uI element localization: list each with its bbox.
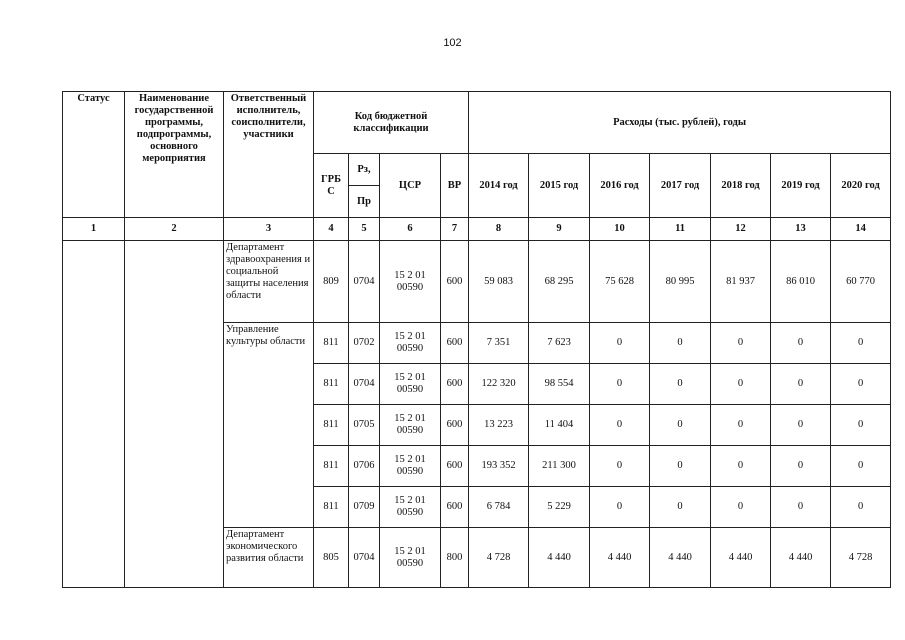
header-status: Статус: [63, 92, 125, 218]
csr-cell: [380, 241, 441, 323]
csr-code-part: 15 2 01: [394, 372, 426, 383]
expense-cell: 0: [590, 364, 650, 405]
expense-cell: 211 300: [529, 446, 590, 487]
expense-cell: 0: [590, 405, 650, 446]
expense-cell: 68 295: [529, 241, 590, 323]
column-number: 14: [831, 218, 891, 241]
header-csr: ЦСР: [380, 154, 441, 218]
expense-cell: 0: [650, 446, 711, 487]
csr-cell: [380, 446, 441, 487]
csr-cell: [380, 323, 441, 364]
expense-cell: 0: [711, 323, 771, 364]
expense-cell: 0: [831, 487, 891, 528]
vr-cell: 600: [441, 323, 469, 364]
expense-cell: 11 404: [529, 405, 590, 446]
header-rz: Рз,: [349, 154, 380, 186]
expense-cell: 0: [771, 446, 831, 487]
participant-name: Департамент здравоохранения и социальной защиты населения области: [224, 241, 314, 323]
header-expenses: Расходы (тыс. рублей), годы: [469, 92, 891, 154]
expense-cell: 0: [831, 364, 891, 405]
expense-cell: 122 320: [469, 364, 529, 405]
header-year: 2017 год: [650, 154, 711, 218]
header-year: 2019 год: [771, 154, 831, 218]
column-number: 13: [771, 218, 831, 241]
expense-cell: 4 440: [590, 528, 650, 588]
expense-cell: 0: [590, 487, 650, 528]
expense-cell: 0: [590, 446, 650, 487]
expense-cell: 0: [711, 446, 771, 487]
header-responsible: Ответственный исполнитель, соисполнители, участники: [224, 92, 314, 218]
header-vr: ВР: [441, 154, 469, 218]
vr-cell: 600: [441, 446, 469, 487]
column-number: 7: [441, 218, 469, 241]
expense-cell: 60 770: [831, 241, 891, 323]
budget-table: [62, 91, 891, 588]
csr-code-part: 00590: [396, 466, 424, 477]
expense-cell: 0: [650, 487, 711, 528]
expense-cell: 193 352: [469, 446, 529, 487]
expense-cell: 7 623: [529, 323, 590, 364]
rzpr-cell: 0704: [349, 364, 380, 405]
column-number: 11: [650, 218, 711, 241]
rzpr-cell: 0702: [349, 323, 380, 364]
rzpr-cell: 0704: [349, 528, 380, 588]
grbs-cell: 811: [314, 323, 349, 364]
participant-name: Департамент экономического развития области: [224, 528, 314, 588]
status-cell: [63, 241, 125, 588]
expense-cell: 0: [831, 323, 891, 364]
expense-cell: 4 440: [711, 528, 771, 588]
csr-code-part: 15 2 01: [394, 269, 426, 281]
rzpr-cell: 0704: [349, 241, 380, 323]
csr-cell: [380, 405, 441, 446]
header-year: 2016 год: [590, 154, 650, 218]
expense-cell: 7 351: [469, 323, 529, 364]
expense-cell: 0: [771, 405, 831, 446]
expense-cell: 0: [711, 364, 771, 405]
column-number: 8: [469, 218, 529, 241]
csr-code-part: 00590: [396, 425, 424, 436]
csr-cell: [380, 528, 441, 588]
column-number: 5: [349, 218, 380, 241]
header-budget-code: Код бюджетной классификации: [314, 92, 469, 154]
csr-code-part: 00590: [396, 557, 424, 569]
expense-cell: 0: [771, 364, 831, 405]
expense-cell: 6 784: [469, 487, 529, 528]
column-number: 6: [380, 218, 441, 241]
expense-cell: 0: [711, 487, 771, 528]
column-number: 2: [125, 218, 224, 241]
vr-cell: 600: [441, 487, 469, 528]
rzpr-cell: 0705: [349, 405, 380, 446]
expense-cell: 59 083: [469, 241, 529, 323]
csr-code-part: 00590: [396, 384, 424, 395]
column-number: 3: [224, 218, 314, 241]
column-number: 4: [314, 218, 349, 241]
csr-cell: [380, 487, 441, 528]
expense-cell: 0: [711, 405, 771, 446]
header-grbs: ГРБ С: [314, 154, 349, 218]
vr-cell: 600: [441, 364, 469, 405]
expense-cell: 13 223: [469, 405, 529, 446]
vr-cell: 600: [441, 241, 469, 323]
page-number: 102: [443, 37, 462, 49]
expense-cell: 4 440: [529, 528, 590, 588]
expense-cell: 4 728: [469, 528, 529, 588]
csr-code-part: 15 2 01: [394, 495, 426, 506]
expense-cell: 0: [650, 405, 711, 446]
header-pr: Пр: [349, 186, 380, 218]
csr-code-part: 15 2 01: [394, 545, 426, 557]
expense-cell: 4 440: [771, 528, 831, 588]
vr-cell: 600: [441, 405, 469, 446]
expense-cell: 81 937: [711, 241, 771, 323]
expense-cell: 98 554: [529, 364, 590, 405]
participant-name: Управление культуры области: [224, 323, 314, 528]
header-year: 2020 год: [831, 154, 891, 218]
grbs-cell: 811: [314, 487, 349, 528]
header-year: 2018 год: [711, 154, 771, 218]
expense-cell: 80 995: [650, 241, 711, 323]
expense-cell: 4 440: [650, 528, 711, 588]
column-number: 10: [590, 218, 650, 241]
grbs-cell: 805: [314, 528, 349, 588]
vr-cell: 800: [441, 528, 469, 588]
table-row: [63, 241, 891, 323]
csr-code-part: 15 2 01: [394, 413, 426, 424]
expense-cell: 5 229: [529, 487, 590, 528]
grbs-cell: 811: [314, 405, 349, 446]
csr-code-part: 15 2 01: [394, 454, 426, 465]
grbs-cell: 811: [314, 364, 349, 405]
csr-code-part: 15 2 01: [394, 331, 426, 342]
header-year: 2014 год: [469, 154, 529, 218]
column-number: 1: [63, 218, 125, 241]
header-year: 2015 год: [529, 154, 590, 218]
grbs-cell: 811: [314, 446, 349, 487]
expense-cell: 0: [771, 323, 831, 364]
header-program-name: Наименование государственной программы, подпрограммы, основного мероприятия: [125, 92, 224, 218]
expense-cell: 0: [771, 487, 831, 528]
rzpr-cell: 0706: [349, 446, 380, 487]
expense-cell: 0: [590, 323, 650, 364]
csr-code-part: 00590: [396, 343, 424, 354]
column-number: 9: [529, 218, 590, 241]
csr-code-part: 00590: [396, 507, 424, 518]
expense-cell: 4 728: [831, 528, 891, 588]
csr-cell: [380, 364, 441, 405]
expense-cell: 86 010: [771, 241, 831, 323]
expense-cell: 0: [650, 323, 711, 364]
expense-cell: 0: [650, 364, 711, 405]
expense-cell: 0: [831, 405, 891, 446]
expense-cell: 75 628: [590, 241, 650, 323]
expense-cell: 0: [831, 446, 891, 487]
rzpr-cell: 0709: [349, 487, 380, 528]
csr-code-part: 00590: [396, 281, 424, 293]
grbs-cell: 809: [314, 241, 349, 323]
column-number: 12: [711, 218, 771, 241]
program-name-cell: [125, 241, 224, 588]
